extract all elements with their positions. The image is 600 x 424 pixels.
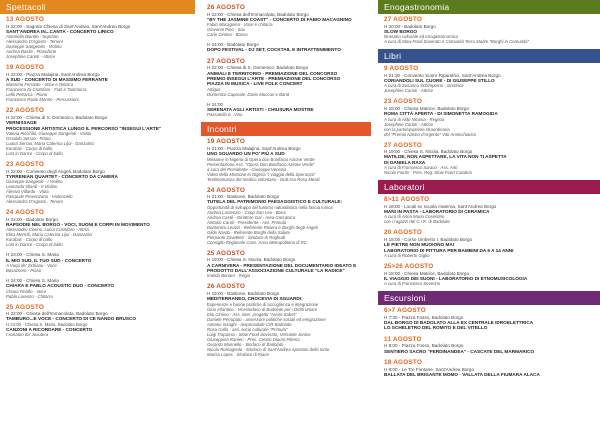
enogastronomia-heading: Enogastronomia [378,0,600,14]
event-date: 27 AGOSTO [384,141,423,149]
event-detail: del "Premio Nastro d'Argento" Vito Annicchiarico [384,131,477,137]
event-detail: Pierpaolo Zavettieri - Sindaco di Roghudi [207,234,286,240]
event-detail: A cura di Roberto Giglio [384,253,430,259]
event-detail: Domenico Caporale, Davis Muccari e Band [207,91,290,97]
event-date: 24 AGOSTO [207,186,246,194]
event-detail: Francesco Di Crotofaro - Fiati e Tammorra [6,87,87,93]
event-detail: Alessandra D'Agosto - Tenore [6,199,64,205]
event-detail: Josephine Carioti - Attrice [384,88,434,94]
event-title: SANT'ANDREA IN...CANTA - CONCERTO LIRICO [6,28,114,34]
event-item [207,138,367,181]
event-title: ANIMALI E TERRITORIO - PREMIAZIONE DEL CONCORSO [207,70,338,76]
event-place: H 22:00 - Piazza Malajina, Sant'Andrea Borgo [6,71,100,77]
event-item [207,102,367,118]
event-item [6,64,191,102]
event-detail: Andrea Lucrenzio - Coop San Leo - Bova [207,209,286,215]
event-place: H 20:00 - Badolato Borgo [384,23,436,29]
event-detail: Video della Missione in Nigeria "i viaggio della Speranza" [207,171,316,177]
event-subtitle: PROCESSIONE ARTISTICA LUNGO IL PERCORSO "INSEGUI L'ARTE" [6,125,162,131]
event-detail: Nicola Romagnolo - Sindaco di Sant'Andrea Apostolo dello Ionio [207,346,330,352]
middle-column [201,0,371,424]
event-place: H 24:00 - Badolato Borgo [207,42,259,48]
event-detail: Gerardo Mannello - Sindaco di Badolato [207,341,284,347]
event-title: SLOW BORGO [384,28,418,34]
event-title: DAL BORGO DI BADOLATO ALLA EX CENTRALE IDROELETTRICA [384,320,534,326]
event-detail: Leonardo Vilardi - II Violino [6,184,58,190]
event-place: H 7:30 - Piazza Fosso, Badolato Borgo [384,314,464,320]
event-detail: Lost in Dance - Corpo di ballo [6,151,63,157]
event-title-secondary: CANZONI A RICORDARE - CONCERTO [6,326,93,332]
event-subtitle: H 23:00 - Chiesa S. Maria, Badolato Borgo [6,321,88,327]
spettacoli-column [0,0,195,424]
event-subtitle: DI DANIELA RAXA [384,159,426,165]
event-place: H 8:00 - Piazza Fosso, Badolato Borgo [384,343,464,349]
event-place: H 22:00 - Badolato Borgo [6,216,58,222]
event-item [6,209,191,247]
event-detail: Luigi Trapasso - Slow Food Soverato, Versante Jonico [207,331,311,337]
event-item [384,196,596,224]
event-detail: Alessandro Cimino, Lucia Cristofaro - Attrici [6,227,89,233]
event-title: RAPSODIE NEL BORGO - VOCI, SUONI E CORPI IN MOVIMENTO [6,222,150,228]
event-place: H 22:00 - Sagrato Chiesa di Sant'Andrea, Sant'Andrea Borgo [6,23,131,29]
event-title: DOPO FESTIVAL - DJ SET, COCKTAIL E INTRATTENIMENTO [207,47,341,53]
event-place: H 18:00 - Chiesa Matrice, Badolato Borgo [384,270,470,276]
event-detail: Josephine Carioti - Attrice [384,121,434,127]
event-title: CHIARA E PABLO ACOUSTIC DUO - CONCERTO [6,283,115,289]
spettacoli-heading: Spettacoli [0,0,195,14]
event-title: TYRRENIAN QUARTET - CONCERTO DA CAMERA [6,173,118,179]
event-detail: A cura di Susanna Schimperna - Scrittrice [384,83,464,89]
event-title: UNO SGUARDO UN PO' PIÙ A SUD [207,151,285,157]
event-place: H 24:00 - Chiesa S. Maria [6,278,59,284]
event-detail: Gino Infantino - Vicesindaco di Badolato per i Diritti umani [207,306,317,312]
event-detail: A cura di Francesco Severino [384,281,441,287]
libri-list [378,63,600,175]
event-place: H 18:00 - Locali ex scuola materna, Sant'Andrea Borgo [384,203,497,209]
event-item [207,250,367,279]
event-detail: Antonella Biondo - Soprano [6,34,59,40]
enogastronomia-list [378,14,600,44]
event-detail: Elio Cimino - Ass. inter. progetto "Arene Sabet" [207,311,297,317]
event-date: 18 AGOSTO [384,359,423,367]
event-detail: Presentazione Ass. "Opera Don Bonifacio Azione Verde" [207,161,315,167]
event-detail: Giuseppe Sangenito - Violino [6,44,62,50]
event-item [207,187,367,245]
event-subtitle: Esperienze e buone pratiche di accoglienza e integrazione [207,301,319,307]
incontri-heading: Incontri [201,122,371,136]
event-detail: con la partecipazione straordinaria [384,126,450,132]
event-item [384,307,596,331]
event-title: MATILDE, NON ASPETTARE, LA VITA NON TI ASPETTA [384,154,507,160]
event-date: 13 AGOSTO [6,16,45,23]
event-item [6,304,191,338]
libri-heading: Libri [378,49,600,63]
event-detail: Bosaznero - Piano [6,268,42,274]
event-date: 25 AGOSTO [6,303,45,311]
event-item [384,142,596,176]
event-detail: Luana Serrao, Maria Caterina Lijoi - Danzatrici [6,141,95,147]
event-detail: A Vurpi de' Schianu - Voce [6,263,57,269]
event-detail: a cura del Presidente - Giuseppe Venezia [207,166,287,172]
event-detail: Marisa Lopes - Sindaco di Riace [207,351,269,357]
event-detail: Antonio Caroli - Presidente - Ass. Primula [207,219,287,225]
event-place: H 21:30 - Convento Suore Riparatrici, Sant'Andrea Borgo [384,72,501,78]
event-title: IL MIO SUD, IL TUO SUD - CONCERTO [6,257,92,263]
incontri-list [201,136,371,356]
event-place: H 8:00 - Le Tre Fontane, Sant'Andrea Borgo [384,366,474,372]
event-place: H 23:00 - Chiesa S. Maria [6,252,59,258]
event-detail: Giuseppina Ranieri - Pres. Centro Diurno Pilema [207,336,300,342]
event-detail: Chiara Fiorillo - Voce [6,288,46,294]
event-detail: Korabas - Corpo di ballo [6,237,53,243]
event-item [6,252,191,273]
event-date: 23 AGOSTO [384,98,423,106]
event-title: A SUD - CONCERTO DI MASSIMO FERRANTE [6,77,108,82]
event-title: TAMBURO...E VOCE - CONCERTO DI CE NANDO BRUSCO [6,316,137,322]
event-detail: Nicola Fiorito - Pres. Reg. Slow Food Calabria [384,170,472,176]
event-date: 27 AGOSTO [207,57,246,65]
event-title: A CARNIVERA - PRESENTAZIONE DEL DOCUMENTARIO IDEATO E PRODOTTO DALL'ASSOCIAZIONE CULTURALE "LA RADICE" [207,262,357,274]
event-subtitle: Missione in Nigeria di Opera don Bonifacio Azione Verde [207,156,315,162]
event-detail: Massimo Ferrante - Voce e chitarra [6,82,74,88]
event-date: 20 AGOSTO [384,229,423,237]
event-detail: con i ragazzi del C.I.R. di Badolato [384,219,450,225]
event-detail: Andrea Castè - Direttore Gal - Area Grecanica [207,214,295,220]
event-detail: Rosa Gallo - ass. socio culturale "Primula" [207,326,288,332]
event-place: H 24:00 [207,101,224,107]
event-title: LE PIETRE NON MUOIONO MAI [384,242,455,248]
event-place: H 18:00 - Corso Umberto I, Badolato Borgo [384,237,473,243]
event-subtitle: PREMIO INSEGUI L'ARTE - PREMIAZIONE DEL CONCORSO [207,76,341,82]
event-date: 25 AGOSTO [207,249,246,257]
event-item [6,107,191,156]
event-detail: Artigus [207,86,221,92]
laboratori-heading: Laboratori [378,180,600,194]
event-place: H 22:00 - Chiesa dell'Immacolata, Badolato Borgo [207,11,309,17]
event-detail: Elisa Mencili, Maria Caterina Lijoi - Danzatrici [6,232,93,238]
event-place: H 21:00 - Bastione, Badolato Borgo [207,194,280,200]
event-title: CORIANDOLI SUL CUORE - DI GIUSEPPE STILLO [384,78,495,83]
event-date: 11 AGOSTO [384,335,422,343]
event-date: 27 AGOSTO [384,16,423,23]
event-title: ROMA CITTÀ APERTA - DI SIMONETTA RAMOGIDA [384,111,498,117]
event-detail: Fabio Macagnino - Voce e chitarra [207,22,273,28]
event-date: 22 AGOSTO [6,107,45,115]
spettacoli-list-continued [201,0,371,117]
event-item [207,42,367,53]
event-date: 8>11 AGOSTO [384,196,430,204]
event-detail: Giuseppe Sangeniti - I Violino [6,179,63,185]
event-item [6,16,191,59]
event-item [207,4,367,37]
event-item [384,16,596,44]
event-date: 25>26 AGOSTO [384,263,434,271]
event-title-secondary: PIAZZA IN MUSICA - LIVE FOLK CONCERT [207,81,303,87]
event-detail: Valeria Piccirillo, Giuseppe Sangeniti - Violini [6,131,92,137]
event-subtitle: LABORATORIO DI PITTURA PER BAMBINI DA 6 A 14 ANNI [384,247,514,253]
event-detail: A cura di Francesco Saraco - Ass. Anti [384,165,458,171]
event-subtitle: LO SCHELETRO DEL ROMITO E DEL VITELLO [384,325,488,331]
event-title: SERENATA AGLI ARTISTI - CHIUSURA MOSTRE [207,107,314,113]
event-detail: Domenico Leuzzi - Referente Riviera e Borghi degli Angeli [207,224,318,230]
event-title: SENTIERO SACRO "FERDINANDEA" - CASCATE DEL MARMARICO [384,348,535,354]
event-detail: Giovanni Pino - Sax [207,27,245,33]
event-subtitle: Opportunità di sviluppo del turismo naturalistico nella fascia Ionica [207,204,333,210]
event-title: VERNISSAGE [6,120,37,126]
event-detail: Osvaldo Serrao - Piano [6,136,51,142]
event-date: 26 AGOSTO [207,283,246,291]
event-place: H 22:00 - Chiesa di S. Domenico, Badolato Borgo [6,115,108,120]
event-detail: Korabas - Corpo di ballo [6,146,53,152]
event-detail: Lost in Dance - Corpo di ballo [6,242,63,248]
event-detail: Antonio Inzaghi - responsabile CIR Badolato [207,321,292,327]
event-detail: Carlo Cimino - Basso [207,32,248,38]
right-column [378,0,600,424]
event-title: BALLATA DEL BRIGANTE MOMO - VALLATA DELLA FIUMARA ALACA [384,371,540,377]
event-detail: Alessio Villardo - Viola [6,189,49,195]
event-item [6,278,191,299]
event-subtitle: Itinerario culturale ed enogastronomico [384,34,459,40]
event-item [384,98,596,136]
event-detail: Andrea Basile - Pianoforte [6,49,57,55]
event-detail: Lello Petrarca - Piano [6,92,48,98]
event-place: H 19:00 - Bastione, Badolato Borgo [207,291,280,297]
event-detail: Francesco Paolo Manno - Percussioni [6,97,79,103]
event-title: "BY THE JASMINE COAST" - CONCERTO DI FABIO MACAGNINO [207,16,352,22]
event-date: 6>7 AGOSTO [384,307,426,315]
event-detail: Testimonianza del medico volontario - Dott.ssa Rosa Mesiti [207,176,320,182]
event-title: MANI IN PASTA - LABORATORIO DI CERAMICA [384,209,490,215]
event-detail: Pasquale Provenzano - Violoncello [6,194,73,200]
event-item [384,336,596,354]
escursioni-heading: Escursioni [378,291,600,305]
event-item [207,283,367,356]
event-title: TUTELA DEL PATRIMONIO PAESAGGISTICO E CULTURALE: [207,199,343,205]
event-place: H 19:00 - Chiesa S. Nicola, Badolato Borgo [384,149,473,155]
event-title: MEDITERRANEO, CROCEVIA DI SGUARDI: [207,296,303,302]
event-item [384,229,596,258]
event-detail: Daniele Perrupato - assessore politiche sociali ed emigrazione [207,316,326,322]
event-place: H 18:00 - Chiesa Matrice, Badolato Borgo [384,106,470,111]
event-date: 26 AGOSTO [207,4,246,11]
escursioni-list [378,305,600,377]
event-item [384,65,596,93]
event-title: IL VIAGGIO DEI SUONI - LABORATORIO DI ETNOMUSICOLOGIA [384,275,528,281]
event-detail: Gildo Nardo - Referente Borghi della Salute [207,229,290,235]
event-detail: Alessandra D'Agosto - Tenore [6,39,64,45]
event-detail: Pablo Lorenzo - Chitarra [6,293,53,299]
event-place: H 22:00 - Convento degli Angeli, Badolato Borgo [6,168,105,174]
event-detail: A cura di Anna Maria Cosentino [384,214,445,220]
event-item [6,161,191,204]
spettacoli-list [0,14,195,337]
event-date: 19 AGOSTO [6,64,45,72]
event-detail: A cura di Aldo Nicosia - Regista [384,116,445,122]
event-item [207,58,367,97]
event-place: H 22:00 - Chiesa di S. Domenico, Badolato Borgo [207,65,309,71]
event-detail: Josephine Carioti - Attrice [6,54,56,60]
laboratori-list [378,194,600,286]
event-date: 23 AGOSTO [6,161,45,169]
event-detail: Consiglio Regionale Cons. Area Metropolitana di RC [207,239,307,245]
event-date: 9 AGOSTO [384,65,419,73]
event-detail: I sonatori da' Jusutera [6,332,49,338]
event-place: H 21:00 - Piazza Malajina, Sant'Andrea Borgo [207,146,301,152]
event-date: 19 AGOSTO [207,138,246,146]
event-detail: A cura di Slow Food Soverato e Comunità Terra Madre "Borghi in Comunità" [384,39,530,45]
event-item [384,263,596,286]
event-date: 24 AGOSTO [6,209,45,217]
event-item [384,359,596,377]
event-detail: Imelda Bonaro - Regia [207,273,250,279]
event-detail: Passatella e...Vinu [207,112,243,118]
event-place: H 22:00 - Chiesa dell'Immacolata, Badolato Borgo [6,311,108,317]
event-place: H 19:00 - Chiesa S. Nicola, Badolato Borgo [207,257,296,263]
